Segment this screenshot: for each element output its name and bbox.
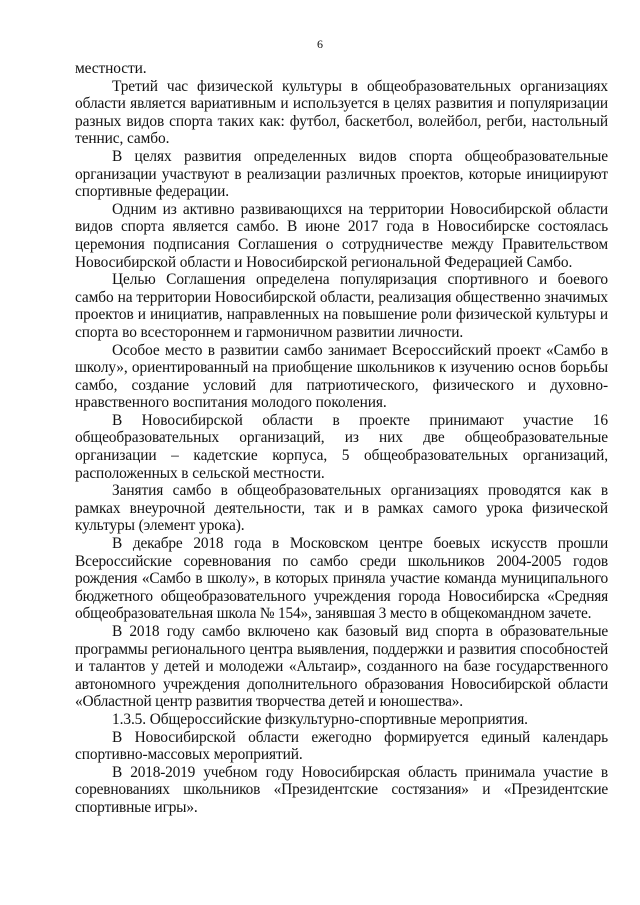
paragraph: В целях развития определенных видов спорта общеобразовательные организации участвуют в реализации различных проектов, которые инициируют спортивные федерации. bbox=[75, 147, 608, 201]
paragraph: В Новосибирской области ежегодно формируется единый календарь спортивно-массовых мероприятий. bbox=[75, 728, 608, 764]
paragraph: В 2018-2019 учебном году Новосибирская область принимала участие в соревнованиях школьников «Президентские состязания» и «Президентские спортивные игры». bbox=[75, 763, 608, 816]
paragraph: В 2018 году самбо включено как базовый вид спорта в образовательные программы регионального центра выявления, поддержки и развития способностей и талантов у детей и молодежи «Альтаир», созданного на базе государственного автономного учреждения дополнительного образования Новосибирской области «Областной центр развития творчества детей и юношества». bbox=[75, 623, 608, 711]
paragraph: Целью Соглашения определена популяризация спортивного и боевого самбо на территории Новосибирской области, реализация общественно значимых проектов и инициатив, направленных на повышение роли физической культуры и спорта во всестороннем и гармоничном развитии личности. bbox=[75, 271, 608, 341]
document-body bbox=[75, 60, 608, 817]
section-heading: 1.3.5. Общероссийские физкультурно-спортивные мероприятия. bbox=[112, 710, 528, 728]
paragraph: В декабре 2018 года в Московском центре боевых искусств прошли Всероссийские соревнования по самбо среди школьников 2004-2005 годов рождения «Самбо в школу», в которых приняла участие команда муниципального бюджетного общеобразовательного учреждения города Новосибирска «Средняя общеобразовательная школа № 154», занявшая 3 место в общекомандном зачете. bbox=[75, 535, 608, 623]
page-number: 6 bbox=[317, 37, 323, 51]
paragraph: В Новосибирской области в проекте принимают участие 16 общеобразовательных организаций, из них две общеобразовательные организации – кадетские корпуса, 5 общеобразовательных организаций, расположенных в сельской местности. bbox=[75, 411, 608, 482]
paragraph: Занятия самбо в общеобразовательных организациях проводятся как в рамках внеурочной деятельности, так и в рамках самого урока физической культуры (элемент урока). bbox=[75, 482, 608, 535]
paragraph: Особое место в развитии самбо занимает Всероссийский проект «Самбо в школу», ориентированный на приобщение школьников к изучению основ борьбы самбо, создание условий для патриотического, физического и духовно-нравственного воспитания молодого поколения. bbox=[75, 341, 608, 412]
paragraph-continuation: местности. bbox=[75, 60, 147, 77]
paragraph: Одним из активно развивающихся на территории Новосибирской области видов спорта является самбо. В июне 2017 года в Новосибирске состоялась церемония подписания Соглашения о сотрудничестве между Правительством Новосибирской области и Новосибирской региональной Федерацией Самбо. bbox=[75, 200, 608, 271]
paragraph: Третий час физической культуры в общеобразовательных организациях области является вариативным и используется в целях развития и популяризации разных видов спорта таких как: футбол, баскетбол, волейбол, регби, настольный теннис, самбо. bbox=[75, 77, 608, 148]
